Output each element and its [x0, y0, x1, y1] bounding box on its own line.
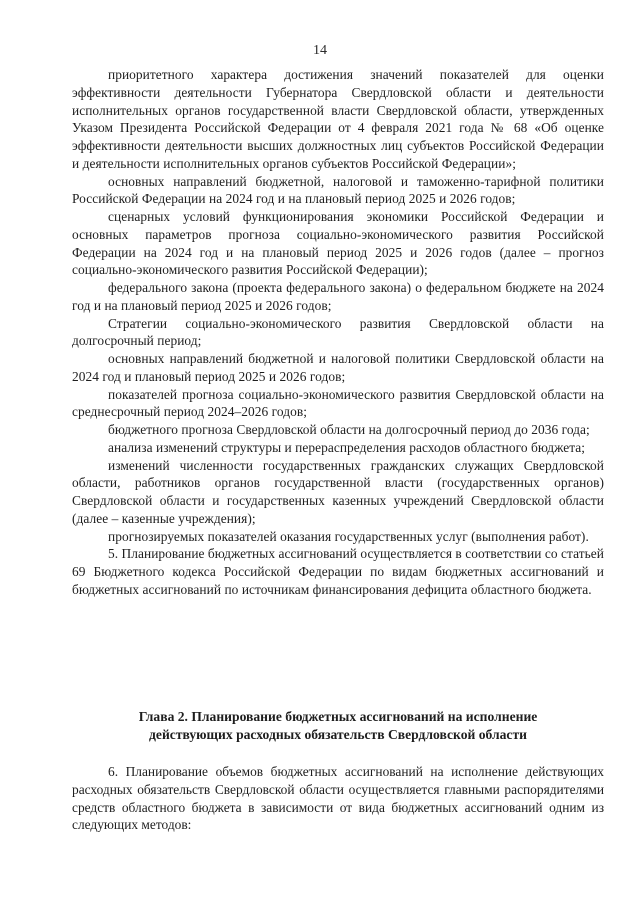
- body-text-chapter-2: [72, 763, 604, 834]
- paragraph-item-6: 6. Планирование объемов бюджетных ассигнований на исполнение действующих расходных обязательств Свердловской области осуществляется главными распорядителями средств областного бюджета в зависимости от вида бюджетных ассигнований одним из следующих методов:: [72, 764, 604, 833]
- paragraph-list-item: федерального закона (проекта федерального закона) о федеральном бюджете на 2024 год и на плановый период 2025 и 2026 годов;: [72, 280, 604, 313]
- chapter-heading-line-2: действующих расходных обязательств Свердловской области: [149, 726, 527, 742]
- paragraph-continuation: приоритетного характера достижения значений показателей для оценки эффективности деятельности Губернатора Свердловской области и деятельности исполнительных органов государственной власти Свердловской области, утвержденных Указом Президента Российской Федерации от 4 февраля 2021 года № 68 «Об оценке эффективности деятельности высших должностных лиц субъектов Российской Федерации и деятельности исполнительных органов субъектов Российской Федерации»;: [72, 67, 604, 171]
- page-number: 14: [313, 43, 327, 58]
- paragraph-list-item: Стратегии социально-экономического развития Свердловской области на долгосрочный период;: [72, 315, 604, 349]
- paragraph-list-item: анализа изменений структуры и перераспределения расходов областного бюджета;: [108, 439, 586, 455]
- paragraph-list-item: прогнозируемых показателей оказания государственных услуг (выполнения работ).: [108, 528, 589, 544]
- paragraph-list-item: основных направлений бюджетной, налоговой и таможенно-тарифной политики Российской Федерации на 2024 год и на плановый период 2025 и 2026 годов;: [72, 173, 604, 207]
- paragraph-item-5: 5. Планирование бюджетных ассигнований осуществляется в соответствии со статьей 69 Бюджетного кодекса Российской Федерации по видам бюджетных ассигнований и бюджетных ассигнований по источникам финансирования дефицита областного бюджета.: [72, 546, 604, 597]
- paragraph-list-item: бюджетного прогноза Свердловской области на долгосрочный период до 2036 года;: [108, 422, 590, 437]
- paragraph-list-item: изменений численности государственных гражданских служащих Свердловской области, работников органов государственной власти (государственных органов) Свердловской области и государственных казенных учреждений Свердловской области (далее – казенные учреждения);: [72, 457, 604, 526]
- chapter-heading-line-1: Глава 2. Планирование бюджетных ассигнований на исполнение: [138, 709, 538, 724]
- paragraph-list-item: основных направлений бюджетной и налоговой политики Свердловской области на 2024 год и плановый период 2025 и 2026 годов;: [72, 351, 604, 384]
- paragraph-list-item: показателей прогноза социально-экономического развития Свердловской области на среднесрочный период 2024–2026 годов;: [72, 386, 604, 420]
- paragraph-list-item: сценарных условий функционирования экономики Российской Федерации и основных параметров прогноза социально-экономического развития Российской Федерации на 2024 год и на плановый период 2025 и 2026 годов (далее – прогноз социально-экономического развития Российской Федерации);: [72, 209, 604, 278]
- body-text: [72, 66, 604, 599]
- chapter-heading: [72, 708, 604, 743]
